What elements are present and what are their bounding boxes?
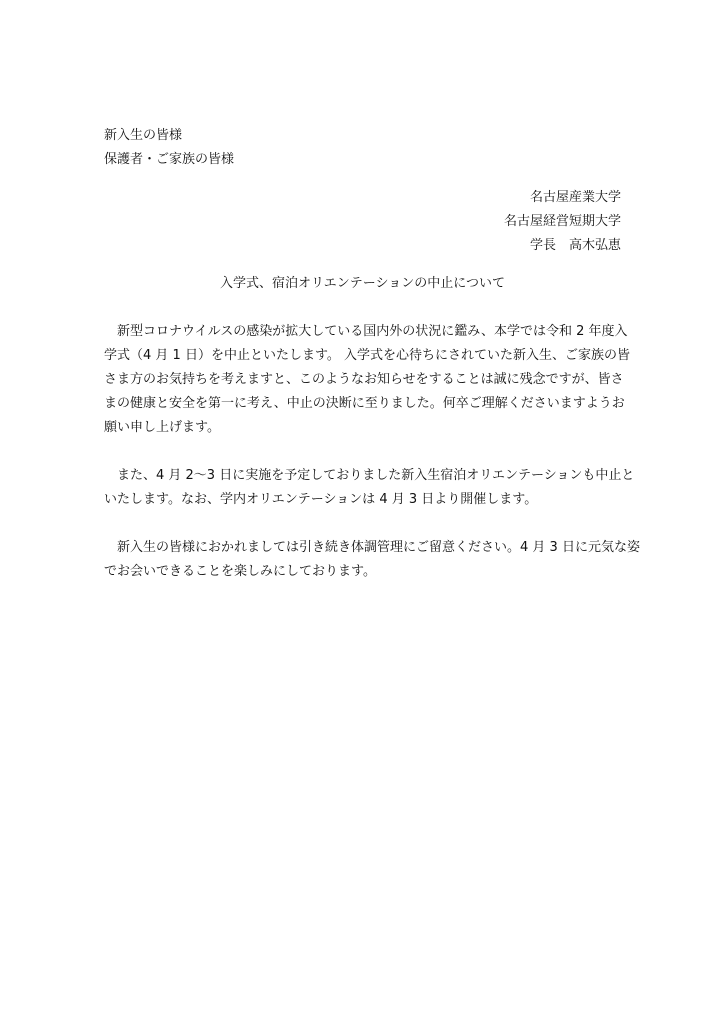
document-title: 入学式、宿泊オリエンテーションの中止について [220,276,505,291]
paragraph-cancellation-orientation [104,464,635,512]
paragraph-line: さま方のお気持ちを考えますと、このようなお知らせをすることは誠に残念ですが、皆さ [104,372,624,387]
addressee-guardians: 保護者・ご家族の皆様 [104,152,235,167]
paragraph-cancellation-ceremony [104,320,631,440]
paragraph-line: まの健康と安全を第一に考え、中止の決断に至りました。何卒ご理解くださいますようお [104,396,625,411]
paragraph-line: 新入生の皆様におかれましては引き続き体調管理にご留意ください。4 月 3 日に元気な姿 [104,540,640,555]
paragraph-line: でお会いできることを楽しみにしております。 [104,564,376,579]
sender-block [504,186,621,258]
paragraph-line: 新型コロナウイルスの感染が拡大している国内外の状況に鑑み、本学では令和 2 年度入 [104,324,628,339]
paragraph-closing [104,536,640,584]
paragraph-line: 願い申し上げます。 [104,420,220,435]
sender-president: 学長 高木弘恵 [529,238,621,253]
paragraph-line: また、4 月 2～3 日に実施を予定しておりました新入生宿泊オリエンテーションも中止と [104,468,635,483]
sender-college: 名古屋経営短期大学 [503,214,621,229]
paragraph-line: 学式（4 月 1 日）を中止といたします。 入学式を心待ちにされていた新入生、ご家族の皆 [104,348,631,363]
addressee-new-students: 新入生の皆様 [104,128,183,143]
sender-university: 名古屋産業大学 [529,190,621,205]
document-body [104,320,640,584]
paragraph-line: いたします。なお、学内オリエンテーションは 4 月 3 日より開催します。 [104,492,538,507]
addressee-block [104,124,234,172]
